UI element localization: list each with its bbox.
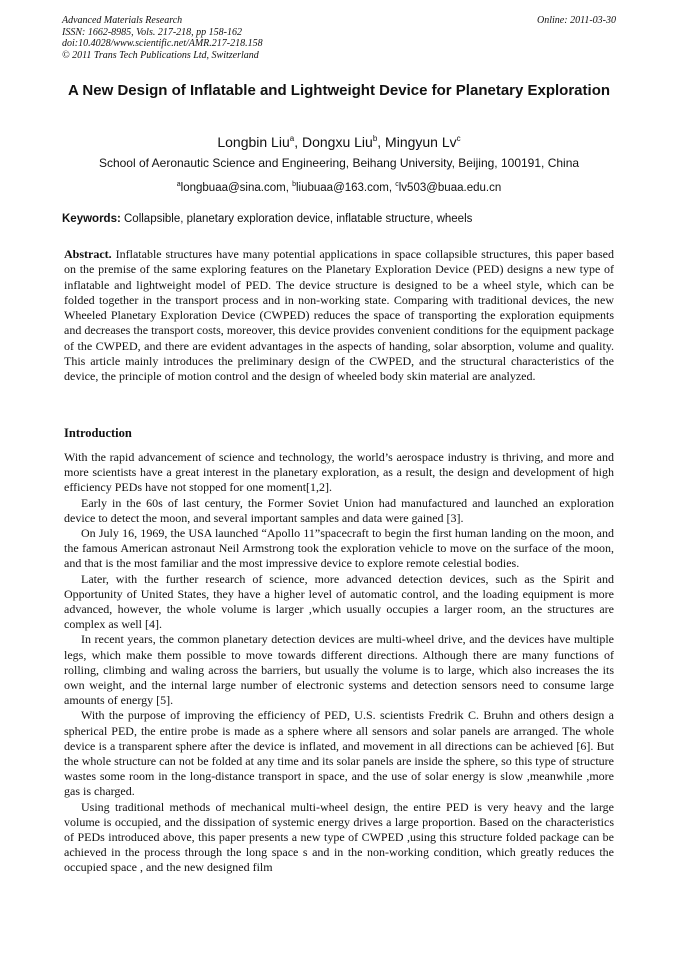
author-email: longbuaa@sina.com [180,182,286,194]
abstract [64,247,614,385]
author-email: liubuaa@163.com [295,182,389,194]
author-email: lv503@buaa.edu.cn [398,182,502,194]
email-affil-mark: b [292,181,296,188]
author-name: Dongxu Liu [301,134,373,150]
copyright-line: © 2011 Trans Tech Publications Ltd, Switzerland [62,49,259,61]
email-separator: , [388,182,396,194]
author-list [62,131,616,150]
email-list [62,178,616,195]
keywords-text: Collapsible, planetary exploration device, inflatable structure, wheels [124,213,473,225]
author-affil-mark: c [456,134,461,143]
email-affil-mark: c [395,181,399,188]
issn-line: ISSN: 1662-8985, Vols. 217-218, pp 158-162 [62,26,242,38]
online-date: Online: 2011-03-30 [537,15,616,26]
body-paragraph: On July 16, 1969, the USA launched “Apollo 11”spacecraft to begin the first human landing on the moon, and the famous American astronaut Neil Armstrong took the exploration vehicle to move on the surface of the moon, and that is the most familiar and the most impressive device to explore remote celestial bodies. [64,526,614,571]
author-separator: , [294,134,302,150]
paper-title: A New Design of Inflatable and Lightweight Device for Planetary Exploration [67,82,611,99]
email-affil-mark: a [176,181,181,188]
abstract-text: Inflatable structures have many potential applications in space collapsible structures, this paper based on the premise of the same exploring features on the Planetary Exploration Device (PED) designs a new type of inflatable and lightweight model of PED. The device structure is designed to be a wheel style, which can be folded together in the transport process and in non-working state. Comparing with traditional devices, the new Wheeled Planetary Exploration Device (CWPED) reduces the space of transporting the exploration equipments and decreases the transport costs, moreover, this device provides convenient conditions for the equipment package of the CWPED, and there are evident advantages in the aspects of handing, solar absorption, volume and quality. This article mainly introduces the preliminary design of the CWPED, and the structural characteristics of the device, the principle of motion control and the design of wheeled body skin material are analyzed. [64,247,615,384]
journal-header [62,15,616,61]
body-paragraph: With the purpose of improving the efficiency of PED, U.S. scientists Fredrik C. Bruhn and others design a spherical PED, the entire probe is made as a sphere where all sensors and solar panels are arranged. The whole device is a transparent sphere after the device is inflated, and movement in all directions can be achieved [6]. But the whole structure can not be folded at any time and its solar panels are inside the sphere, so this type of structure wastes some room in the long-distance transport in space, and the use of solar energy is slow ,meanwhile ,more gas is charged. [64,708,614,799]
author-name: Longbin Liu [217,134,290,150]
keywords-label: Keywords: [62,213,121,225]
abstract-label: Abstract. [64,247,112,261]
introduction-body [64,450,614,876]
doi-line: doi:10.4028/www.scientific.net/AMR.217-218.158 [62,38,263,49]
author-separator: , [377,134,386,150]
affiliation: School of Aeronautic Science and Engineering, Beihang University, Beijing, 100191, China [98,156,580,170]
body-paragraph: In recent years, the common planetary detection devices are multi-wheel drive, and the devices have multiple legs, which make them possible to move towards different directions. Although there are many functions of rolling, climbing and waling across the barriers, but usually the volume is to large, which also increases the its own weight, and the internal large number of electronic systems and detection sensors need to consume large amounts of energy [5]. [64,632,614,708]
author-affil-mark: b [372,134,378,143]
body-paragraph: Later, with the further research of science, more advanced detection devices, such as the Spirit and Opportunity of United States, they have a higher level of automatic control, and the loading equipment is more advanced, however, the whole volume is larger ,which usually occupies a larger room, an the structures are complex as well [4]. [64,571,614,632]
journal-name: Advanced Materials Research [62,15,183,26]
keywords-line [62,212,616,226]
body-paragraph: Early in the 60s of last century, the Former Soviet Union had manufactured and launched an exploration device to detect the moon, and several important samples and data were gained [3]. [64,495,614,525]
body-paragraph: Using traditional methods of mechanical multi-wheel design, the entire PED is very heavy and the large volume is occupied, and the dissipation of systemic energy drives a large proportion. Based on the characteristics of PEDs introduced above, this paper presents a new type of CWPED ,using this structure folded package can be achieved in the process through the long space s and in the non-working condition, which greatly reduces the occupied space , and the new designed film [64,799,614,875]
author-name: Mingyun Lv [385,134,457,150]
body-paragraph: With the rapid advancement of science and technology, the world’s aerospace industry is thriving, and more and more scientists have a great interest in the planetary exploration, as a result, the design and development of high efficiency PEDs have not stopped for one moment[1,2]. [64,450,614,495]
email-separator: , [285,182,293,194]
author-affil-mark: a [289,134,295,143]
section-heading-introduction: Introduction [64,426,132,440]
